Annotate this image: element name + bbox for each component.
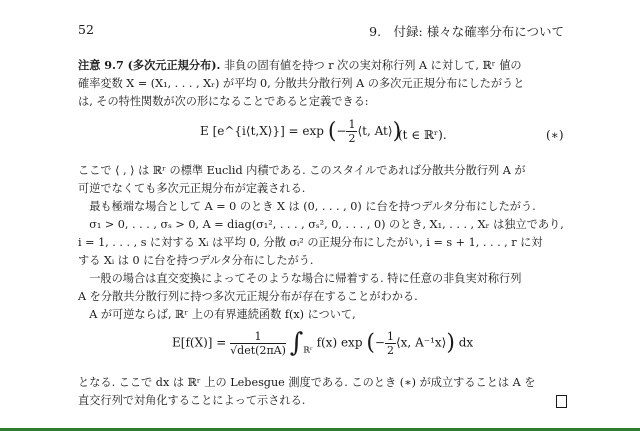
- para-euclid-1: ここで ⟨ , ⟩ は ℝʳ の標準 Euclid 内積である. このスタイルであれば分散共分散行列 A が: [78, 164, 526, 177]
- chapter-title: 9. 付録: 様々な確率分布について: [369, 24, 564, 39]
- remark-line-1-text: 非負の固有値を持つ r 次の実対称行列 A に対して, ℝʳ 値の: [220, 59, 522, 72]
- expectation-integral-equation: [172, 328, 473, 358]
- eq2-close-paren: ): [446, 330, 455, 356]
- eq1-open-paren: (: [327, 119, 337, 144]
- eq1-minus: −: [336, 124, 347, 138]
- eq2-dx: dx: [458, 335, 474, 350]
- eq2-denominator: √det(2πA): [230, 343, 286, 357]
- eq2-inner-fraction: [385, 330, 396, 357]
- eq1-close-paren: ): [392, 119, 402, 144]
- eq2-inner-rhs: ⟨x, A⁻¹x⟩: [395, 335, 447, 350]
- eq2-inner-denominator: 2: [386, 343, 394, 357]
- eq1-fraction: [346, 118, 357, 145]
- para-final-1: となる. ここで dx は ℝʳ 上の Lebesgue 測度である. このとき (∗) が成立することは A を: [78, 376, 536, 389]
- eq2-open-paren: (: [366, 330, 375, 356]
- eq1-numerator: 1: [348, 118, 356, 131]
- eq2-integrand: f(x) exp: [316, 335, 363, 350]
- qed-box-icon: [556, 395, 567, 408]
- remark-label: 注意 9.7 (多次元正規分布).: [78, 58, 221, 72]
- para-final-2: 直交行列で対角化することによって示される.: [78, 394, 306, 407]
- para-extreme-2: σ₁ > 0, . . . , σₛ > 0, A = diag(σ₁², . . . , σₛ², 0, . . . , 0) のとき, X₁, . . . , Xᵣ は独立であり,: [78, 218, 564, 231]
- remark-line-2: 確率変数 X = (X₁, . . . , Xᵣ) が平均 0, 分散共分散行列 A の多次元正規分布にしたがうと: [78, 77, 525, 90]
- eq2-fraction: [230, 330, 286, 357]
- eq2-inner-numerator: 1: [386, 329, 394, 343]
- para-extreme-4: する Xᵢ は 0 に台を持つデルタ分布にしたがう.: [78, 254, 314, 267]
- para-extreme-3: i = 1, . . . , s に対する Xᵢ は平均 0, 分散 σᵢ² の正規分布にしたがい, i = s + 1, . . . , r に対: [78, 236, 543, 249]
- eq1-denominator: 2: [348, 132, 356, 145]
- para-general-2: A を分散共分散行列に持つ多次元正規分布が存在することがわかる.: [78, 290, 418, 303]
- eq1-lhs: E [e^{i⟨t,X⟩}] = exp: [200, 124, 324, 138]
- eq1-condition: (t ∈ ℝʳ).: [398, 128, 447, 142]
- eq1-rhs: ⟨t, At⟩: [357, 124, 393, 138]
- remark-line-3: は, その特性関数が次の形になることであると定義できる:: [78, 95, 369, 108]
- eq1-tag: (∗): [546, 128, 564, 142]
- page-number: 52: [78, 22, 94, 37]
- para-extreme-1: 最も極端な場合として A = 0 のとき X は (0, . . . , 0) に台を持つデルタ分布にしたがう.: [78, 200, 536, 213]
- para-general-1: 一般の場合は直交変換によってそのような場合に帰着する. 特に任意の非負実対称行列: [78, 272, 522, 285]
- eq2-minus: −: [374, 335, 385, 350]
- remark-line-1: [78, 57, 568, 74]
- para-euclid-2: 可逆でなくても多次元正規分布が定義される.: [78, 182, 306, 195]
- para-general-3: A が可逆ならば, ℝʳ 上の有界連続函数 f(x) について,: [78, 308, 356, 321]
- eq2-lhs: E[f(X)] =: [172, 335, 227, 350]
- eq2-numerator: 1: [230, 330, 286, 344]
- integral-domain: ℝʳ: [303, 345, 313, 355]
- characteristic-function-equation: [200, 118, 401, 145]
- integral-sign: ∫: [289, 328, 304, 358]
